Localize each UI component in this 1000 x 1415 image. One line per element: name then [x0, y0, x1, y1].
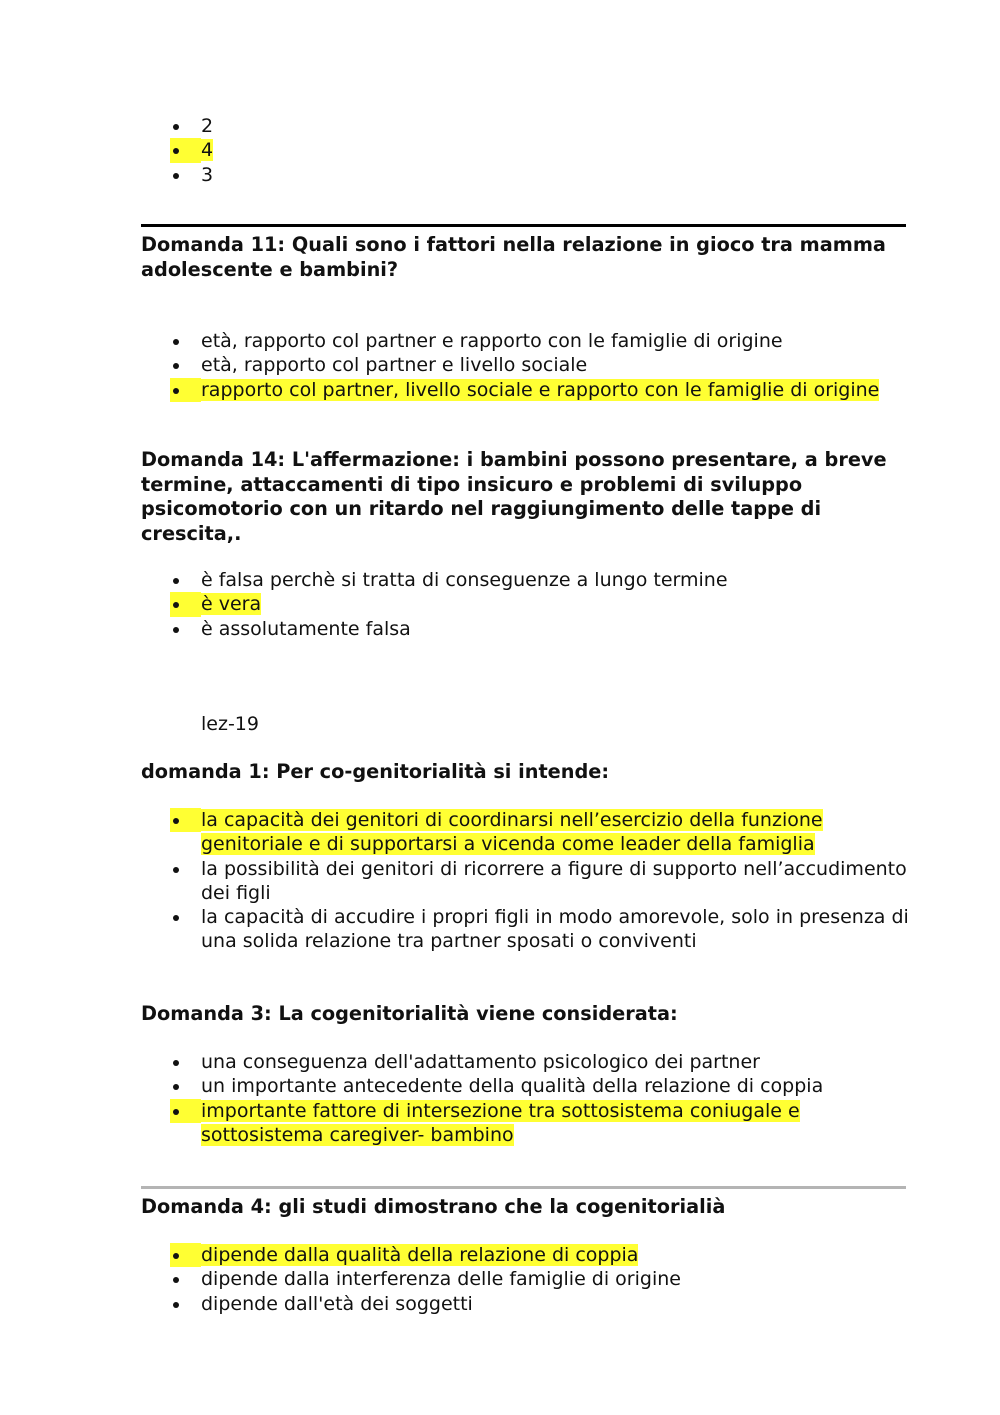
- answer-option-text: 4: [201, 139, 214, 162]
- answer-option: [170, 329, 910, 353]
- answer-option: [170, 353, 910, 377]
- answer-option-highlighted: [170, 1243, 910, 1267]
- domanda-1-options: [170, 808, 910, 954]
- domanda-3-options: [170, 1050, 910, 1147]
- answer-option-text: è assolutamente falsa: [201, 617, 411, 640]
- answer-option-text: una conseguenza dell'adattamento psicologico dei partner: [201, 1051, 760, 1073]
- answer-option: [170, 857, 910, 906]
- question-14-options: [170, 568, 910, 641]
- answer-option: [170, 617, 910, 641]
- answer-option-text: età, rapporto col partner e livello sociale: [201, 354, 588, 377]
- domanda-4-options: [170, 1243, 910, 1316]
- answer-option-highlighted: [170, 138, 910, 162]
- answer-list-top: [170, 114, 910, 187]
- answer-option: [170, 1267, 910, 1291]
- question-14-title: Domanda 14: L'affermazione: i bambini possono presentare, a breve termine, attaccamenti di tipo insicuro e problemi di sviluppo psicomotorio con un ritardo nel raggiungimento delle tappe di crescita,.: [141, 448, 887, 545]
- answer-option-text: è vera: [201, 593, 262, 616]
- answer-option-text: dipende dalla interferenza delle famiglie di origine: [201, 1268, 681, 1291]
- answer-option-text: 2: [201, 115, 214, 137]
- answer-option-text: la capacità di accudire i propri figli in modo amorevole, solo in presenza di una solida relazione tra partner sposati o conviventi: [201, 906, 909, 953]
- question-11-title: Domanda 11: Quali sono i fattori nella relazione in gioco tra mamma adolescente e bambini?: [141, 233, 886, 281]
- answer-option-text: un importante antecedente della qualità della relazione di coppia: [201, 1075, 824, 1098]
- answer-option: [170, 163, 910, 187]
- answer-option: [170, 568, 910, 592]
- answer-option: [170, 905, 910, 954]
- answer-option-highlighted: [170, 592, 910, 616]
- answer-option-text: importante fattore di intersezione tra sottosistema coniugale e sottosistema caregiver- bambino: [201, 1099, 800, 1146]
- section-divider: [141, 224, 906, 227]
- answer-option-highlighted: [170, 1099, 910, 1148]
- domanda-4-title: Domanda 4: gli studi dimostrano che la cogenitorialià: [141, 1195, 726, 1218]
- answer-option-text: dipende dall'età dei soggetti: [201, 1292, 473, 1315]
- answer-option-text: rapporto col partner, livello sociale e rapporto con le famiglie di origine: [201, 378, 880, 401]
- answer-option: [170, 1050, 910, 1074]
- answer-option: [170, 1074, 910, 1098]
- answer-option-text: la possibilità dei genitori di ricorrere a figure di supporto nell’accudimento dei figli: [201, 857, 907, 904]
- question-11-options: [170, 329, 910, 402]
- answer-option-text: 3: [201, 163, 214, 186]
- answer-option: [170, 114, 910, 138]
- answer-option: [170, 1292, 910, 1316]
- answer-option-text: è falsa perchè si tratta di conseguenze a lungo termine: [201, 569, 728, 591]
- answer-option-text: età, rapporto col partner e rapporto con le famiglie di origine: [201, 330, 783, 352]
- answer-option-highlighted: [170, 808, 910, 857]
- section-divider-grey: [141, 1186, 906, 1189]
- lesson-label: lez-19: [201, 713, 259, 735]
- answer-option-text: dipende dalla qualità della relazione di coppia: [201, 1244, 639, 1266]
- domanda-3-title: Domanda 3: La cogenitorialità viene considerata:: [141, 1002, 678, 1025]
- answer-option-text: la capacità dei genitori di coordinarsi nell’esercizio della funzione genitoriale e di supportarsi a vicenda come leader della famiglia: [201, 809, 823, 856]
- answer-option-highlighted: [170, 378, 910, 402]
- domanda-1-title: domanda 1: Per co-genitorialità si intende:: [141, 760, 610, 783]
